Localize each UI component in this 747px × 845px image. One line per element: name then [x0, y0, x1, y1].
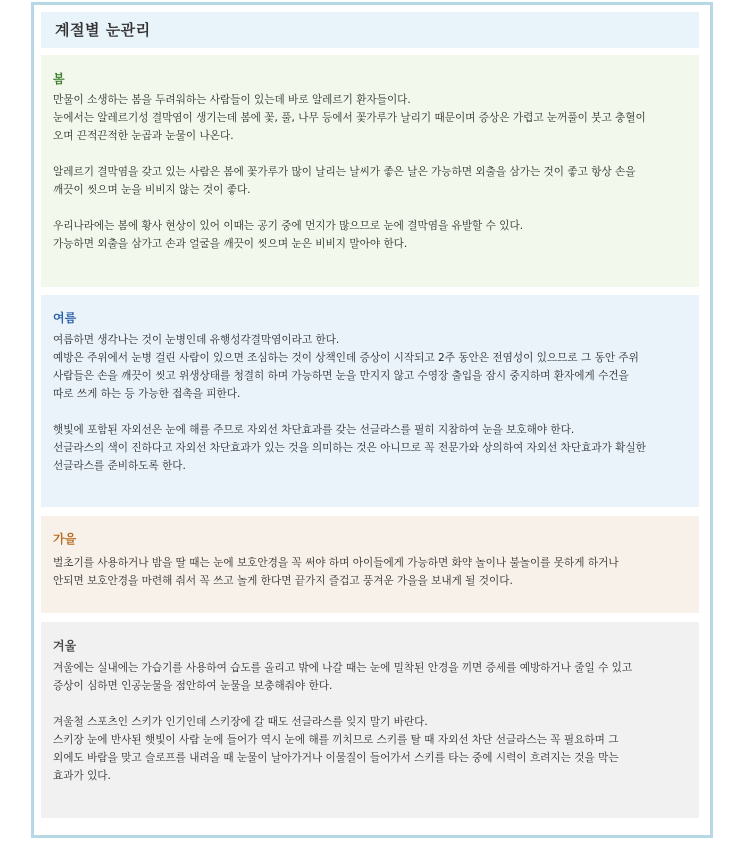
paragraph	[53, 554, 691, 590]
section-heading-winter: 겨울	[53, 639, 77, 653]
text-line: 예방은 주위에서 눈병 걸린 사람이 있으면 조심하는 것이 상책인데 증상이 시작되고 2주 동안은 전염성이 있으므로 그 동안 주위	[53, 352, 639, 364]
text-line: 선글라스의 색이 진하다고 자외선 차단효과가 있는 것을 의미하는 것은 아니므로 꼭 전문가와 상의하여 자외선 차단효과가 확실한	[53, 442, 646, 454]
page-title: 계절별 눈관리	[55, 21, 151, 39]
paragraph	[53, 217, 691, 253]
text-line: 우리나라에는 봄에 황사 현상이 있어 이때는 공기 중에 먼지가 많으므로 눈에 결막염을 유발할 수 있다.	[53, 220, 524, 232]
text-line: 외에도 바람을 맞고 슬로프를 내려올 때 눈물이 날아가거나 이물질이 들어가서 스키를 타는 중에 시력이 흐려지는 것을 막는	[53, 752, 619, 764]
text-line: 만물이 소생하는 봄을 두려워하는 사람들이 있는데 바로 알레르기 환자들이다.	[53, 94, 411, 106]
paragraph	[53, 659, 691, 695]
section-heading-summer: 여름	[53, 311, 77, 325]
text-line: 따로 쓰게 하는 등 가능한 접촉을 피한다.	[53, 388, 241, 400]
paragraph	[53, 331, 691, 403]
section-summer	[41, 295, 699, 507]
text-line: 가능하면 외출을 삼가고 손과 얼굴을 깨끗이 씻으며 눈은 비비지 말아야 한다.	[53, 238, 408, 250]
section-body-winter	[53, 659, 691, 785]
text-line: 겨울철 스포츠인 스키가 인기인데 스키장에 갈 때도 선글라스를 잊지 말기 바란다.	[53, 716, 428, 728]
text-line: 오며 끈적끈적한 눈곱과 눈물이 나온다.	[53, 130, 234, 142]
text-line: 알레르기 결막염을 갖고 있는 사람은 봄에 꽃가루가 많이 날리는 날씨가 좋은 날은 가능하면 외출을 삼가는 것이 좋고 항상 손을	[53, 166, 636, 178]
text-line: 겨울에는 실내에는 가습기를 사용하여 습도를 올리고 밖에 나갈 때는 눈에 밀착된 안경을 끼면 증세를 예방하거나 줄일 수 있고	[53, 662, 633, 674]
text-line: 햇빛에 포함된 자외선은 눈에 해를 주므로 자외선 차단효과를 갖는 선글라스를 필히 지참하여 눈을 보호해야 한다.	[53, 424, 575, 436]
section-heading-autumn: 가을	[53, 532, 77, 546]
paragraph	[53, 91, 691, 145]
section-spring	[41, 55, 699, 287]
text-line: 벌초기를 사용하거나 밤을 딸 때는 눈에 보호안경을 꼭 써야 하며 아이들에게 가능하면 화약 놀이나 불놀이를 못하게 하거나	[53, 557, 619, 569]
text-line: 증상이 심하면 인공눈물을 점안하여 눈물을 보충해줘야 한다.	[53, 680, 333, 692]
text-line: 여름하면 생각나는 것이 눈병인데 유행성각결막염이라고 한다.	[53, 334, 340, 346]
text-line: 눈에서는 알레르기성 결막염이 생기는데 봄에 꽃, 풀, 나무 등에서 꽃가루가 날리기 때문이며 증상은 가렵고 눈꺼풀이 붓고 충혈이	[53, 112, 646, 124]
text-line: 깨끗이 씻으며 눈을 비비지 않는 것이 좋다.	[53, 184, 251, 196]
text-line: 사람들은 손을 깨끗이 씻고 위생상태를 청결히 하며 가능하면 눈을 만지지 않고 수영장 출입을 잠시 중지하며 환자에게 수건을	[53, 370, 629, 382]
text-line: 효과가 있다.	[53, 770, 111, 782]
section-body-autumn	[53, 554, 691, 590]
section-body-spring	[53, 91, 691, 253]
paragraph	[53, 713, 691, 785]
section-autumn	[41, 516, 699, 613]
section-body-summer	[53, 331, 691, 475]
text-line: 스키장 눈에 반사된 햇빛이 사람 눈에 들어가 역시 눈에 해를 끼치므로 스키를 탈 때 자외선 차단 선글라스는 꼭 필요하며 그	[53, 734, 619, 746]
paragraph	[53, 163, 691, 199]
section-winter	[41, 622, 699, 818]
section-heading-spring: 봄	[53, 72, 65, 86]
title-bar	[41, 12, 699, 48]
text-line: 안되면 보호안경을 마련해 줘서 꼭 쓰고 놀게 한다면 끝가지 즐겁고 풍겨운 가을을 보내게 될 것이다.	[53, 575, 513, 587]
paragraph	[53, 421, 691, 475]
text-line: 선글라스를 준비하도록 한다.	[53, 460, 186, 472]
